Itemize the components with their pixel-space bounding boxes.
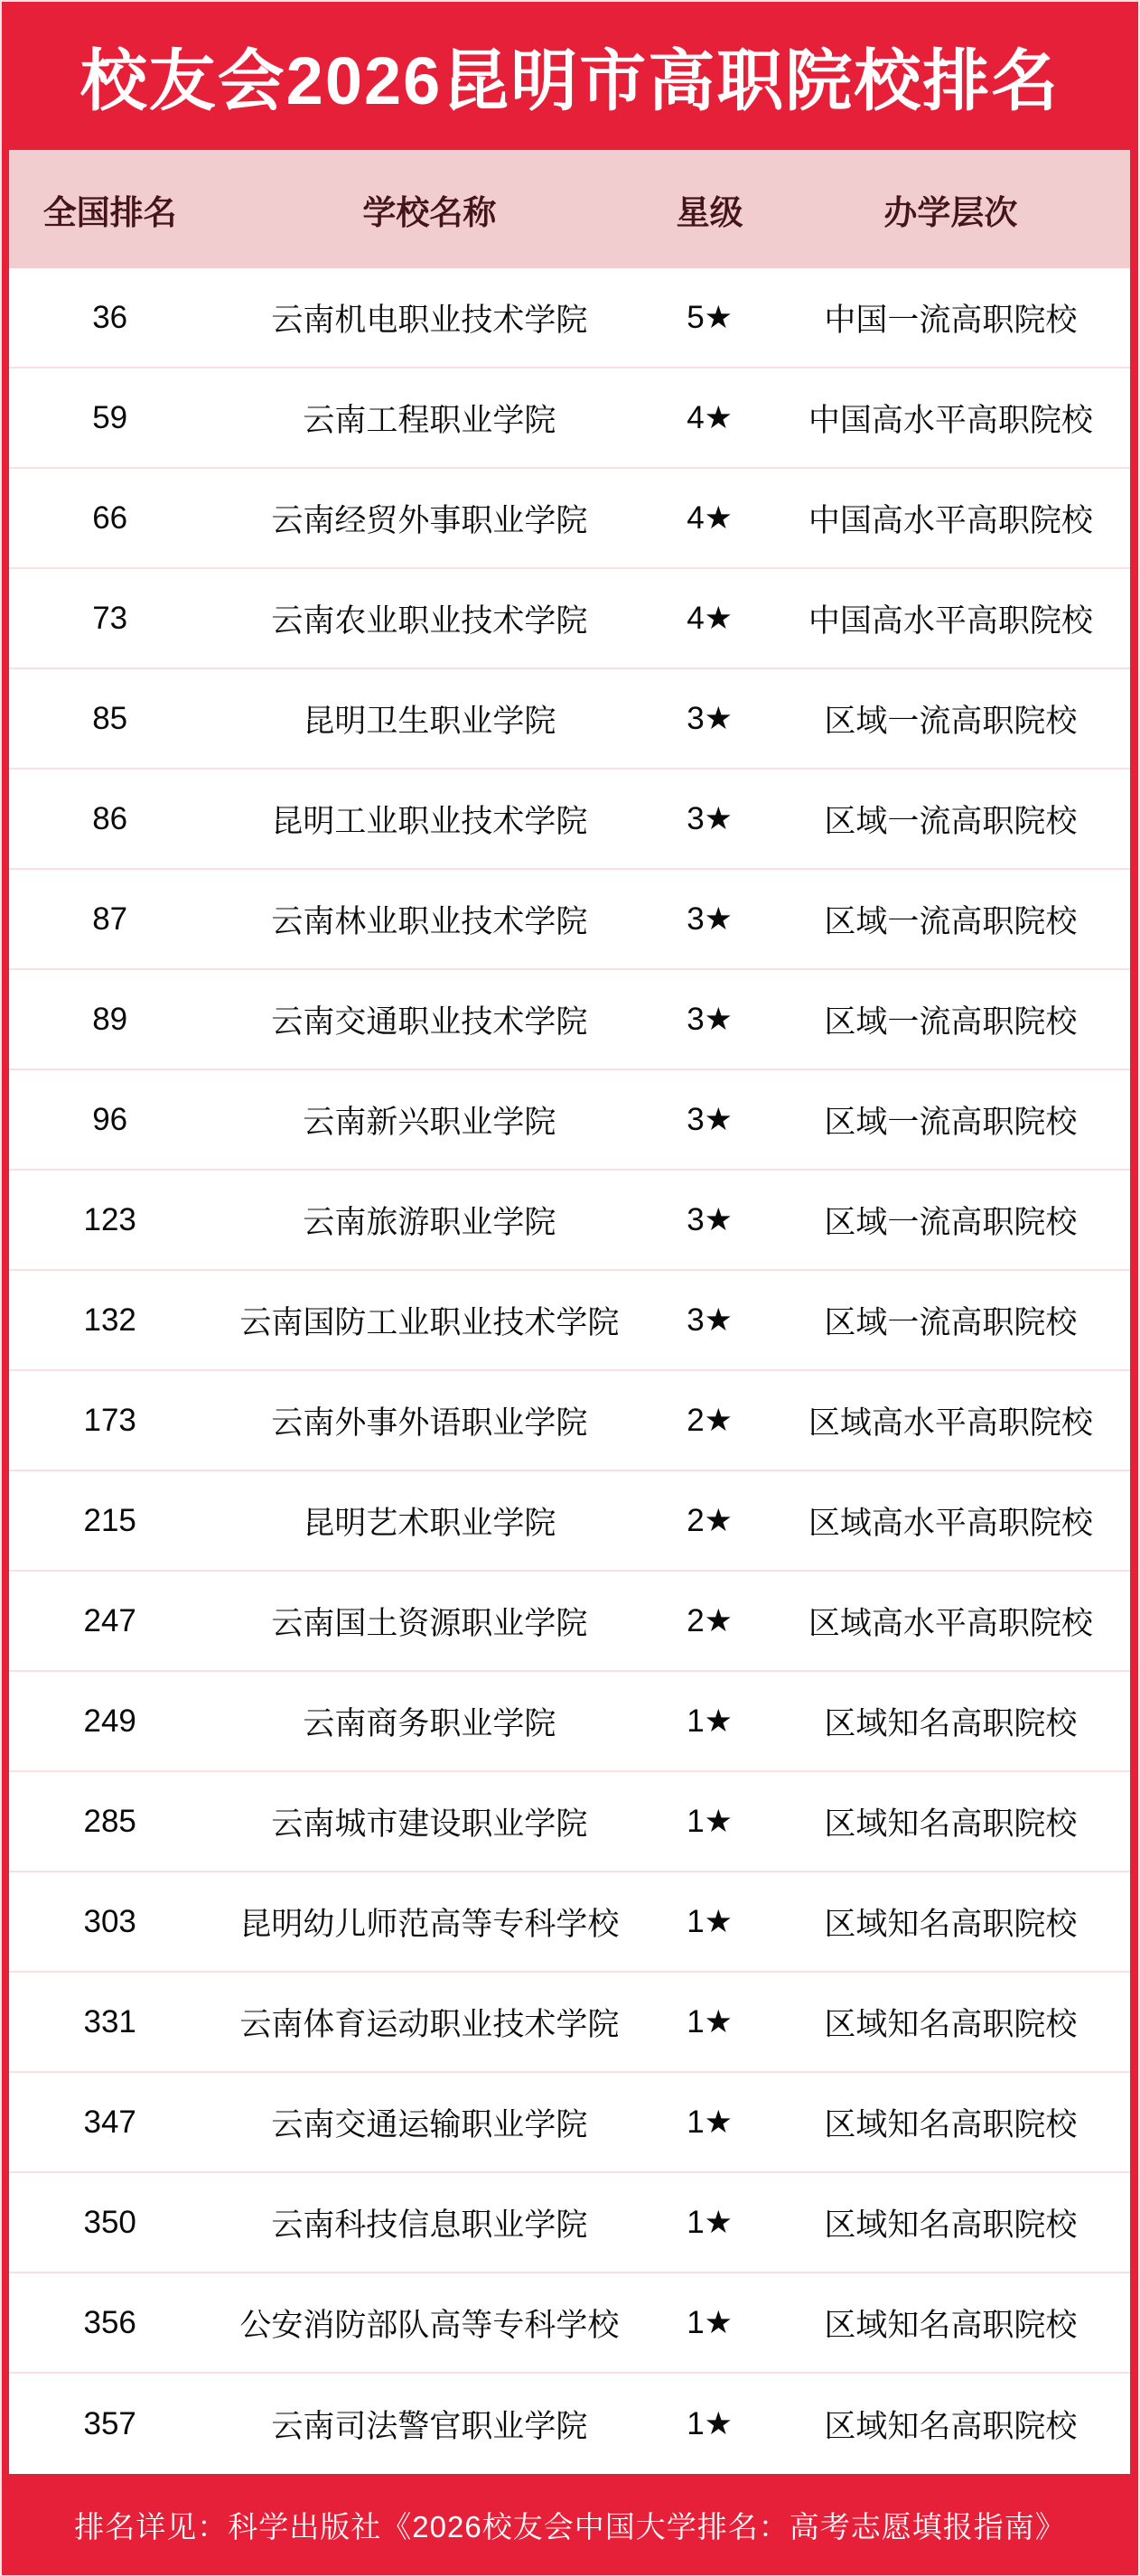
cell-level: 中国高水平高职院校 bbox=[808, 502, 1093, 538]
cell-name: 云南机电职业技术学院 bbox=[271, 302, 588, 338]
cell-star: 2★ bbox=[687, 1502, 734, 1538]
cell-rank: 356 bbox=[83, 2304, 136, 2340]
title-banner bbox=[2, 2, 1138, 150]
cell-rank: 132 bbox=[83, 1302, 136, 1338]
table-row bbox=[9, 1973, 1130, 2073]
cell-name: 云南农业职业技术学院 bbox=[271, 602, 588, 639]
cell-rank: 347 bbox=[83, 2104, 136, 2140]
cell-level: 区域一流高职院校 bbox=[824, 903, 1078, 939]
table-row bbox=[9, 1872, 1130, 1973]
cell-rank: 350 bbox=[83, 2204, 136, 2240]
cell-rank: 357 bbox=[83, 2405, 136, 2441]
cell-level: 区域一流高职院校 bbox=[824, 1104, 1078, 1140]
cell-star: 3★ bbox=[687, 1001, 734, 1037]
cell-star: 1★ bbox=[687, 2405, 734, 2441]
footer-note: 排名详见：科学出版社《2026校友会中国大学排名：高考志愿填报指南》 bbox=[74, 2509, 1066, 2543]
cell-star: 1★ bbox=[687, 1703, 734, 1739]
table-row bbox=[9, 2273, 1130, 2374]
cell-star: 2★ bbox=[687, 1402, 734, 1438]
cell-rank: 123 bbox=[83, 1201, 136, 1237]
cell-name: 云南城市建设职业学院 bbox=[271, 1806, 588, 1842]
cell-level: 区域知名高职院校 bbox=[824, 2006, 1078, 2042]
cell-rank: 85 bbox=[92, 700, 128, 736]
table-row bbox=[9, 1772, 1130, 1872]
cell-star: 1★ bbox=[687, 1903, 734, 1939]
header-cell-rank: 全国排名 bbox=[42, 193, 177, 231]
cell-star: 4★ bbox=[687, 600, 734, 636]
cell-rank: 247 bbox=[83, 1602, 136, 1638]
cell-level: 区域一流高职院校 bbox=[824, 1003, 1078, 1040]
table-row bbox=[9, 2374, 1130, 2474]
cell-rank: 86 bbox=[92, 800, 128, 836]
cell-name: 昆明工业职业技术学院 bbox=[271, 803, 588, 839]
cell-rank: 89 bbox=[92, 1001, 128, 1037]
cell-level: 区域知名高职院校 bbox=[824, 2408, 1078, 2444]
cell-name: 昆明幼儿师范高等专科学校 bbox=[239, 1906, 620, 1942]
cell-name: 云南体育运动职业技术学院 bbox=[239, 2006, 620, 2042]
cell-level: 区域一流高职院校 bbox=[824, 703, 1078, 739]
table-row bbox=[9, 669, 1130, 770]
cell-level: 区域知名高职院校 bbox=[824, 1806, 1078, 1842]
cell-star: 3★ bbox=[687, 1101, 734, 1137]
cell-level: 区域知名高职院校 bbox=[824, 1906, 1078, 1942]
cell-name: 云南科技信息职业学院 bbox=[271, 2207, 588, 2243]
cell-level: 中国一流高职院校 bbox=[824, 302, 1078, 338]
cell-name: 公安消防部队高等专科学校 bbox=[239, 2307, 620, 2343]
table-row bbox=[9, 770, 1130, 870]
table-row bbox=[9, 2073, 1130, 2173]
cell-star: 3★ bbox=[687, 800, 734, 836]
footer-banner bbox=[2, 2474, 1138, 2575]
cell-rank: 331 bbox=[83, 2003, 136, 2039]
cell-level: 区域知名高职院校 bbox=[824, 2307, 1078, 2343]
table-header bbox=[9, 150, 1130, 268]
cell-rank: 215 bbox=[83, 1502, 136, 1538]
cell-level: 区域高水平高职院校 bbox=[808, 1505, 1093, 1541]
table-row bbox=[9, 970, 1130, 1070]
cell-star: 1★ bbox=[687, 2304, 734, 2340]
cell-star: 4★ bbox=[687, 399, 734, 435]
cell-level: 区域知名高职院校 bbox=[824, 2106, 1078, 2142]
cell-rank: 249 bbox=[83, 1703, 136, 1739]
cell-rank: 87 bbox=[92, 901, 128, 937]
cell-level: 区域一流高职院校 bbox=[824, 1204, 1078, 1240]
header-cell-star: 星级 bbox=[676, 193, 743, 231]
cell-level: 区域知名高职院校 bbox=[824, 1705, 1078, 1741]
table-row bbox=[9, 2173, 1130, 2273]
cell-star: 1★ bbox=[687, 2003, 734, 2039]
page-title: 校友会2026昆明市高职院校排名 bbox=[79, 43, 1061, 118]
cell-star: 4★ bbox=[687, 499, 734, 536]
cell-star: 3★ bbox=[687, 1302, 734, 1338]
cell-level: 区域知名高职院校 bbox=[824, 2207, 1078, 2243]
cell-rank: 303 bbox=[83, 1903, 136, 1939]
cell-level: 中国高水平高职院校 bbox=[808, 602, 1093, 639]
cell-name: 云南交通职业技术学院 bbox=[271, 1003, 588, 1040]
cell-rank: 59 bbox=[92, 399, 128, 435]
table-row bbox=[9, 569, 1130, 669]
table-row bbox=[9, 268, 1130, 369]
cell-level: 中国高水平高职院校 bbox=[808, 402, 1093, 438]
cell-rank: 36 bbox=[92, 299, 128, 335]
header-cell-name: 学校名称 bbox=[362, 193, 497, 231]
cell-level: 区域一流高职院校 bbox=[824, 803, 1078, 839]
table-row bbox=[9, 1471, 1130, 1572]
table-row bbox=[9, 469, 1130, 569]
table-row bbox=[9, 1572, 1130, 1672]
table-row bbox=[9, 1271, 1130, 1371]
cell-name: 云南林业职业技术学院 bbox=[271, 903, 588, 939]
cell-name: 云南交通运输职业学院 bbox=[271, 2106, 588, 2142]
cell-star: 1★ bbox=[687, 2204, 734, 2240]
cell-name: 云南商务职业学院 bbox=[303, 1705, 556, 1741]
cell-level: 区域一流高职院校 bbox=[824, 1304, 1078, 1340]
cell-star: 3★ bbox=[687, 700, 734, 736]
cell-name: 云南国防工业职业技术学院 bbox=[239, 1304, 620, 1340]
cell-name: 云南工程职业学院 bbox=[303, 402, 556, 438]
ranking-table bbox=[2, 150, 1138, 2474]
cell-star: 2★ bbox=[687, 1602, 734, 1638]
table-row bbox=[9, 1171, 1130, 1271]
cell-name: 云南国土资源职业学院 bbox=[271, 1605, 588, 1641]
cell-rank: 96 bbox=[92, 1101, 128, 1137]
cell-star: 3★ bbox=[687, 1201, 734, 1237]
cell-star: 1★ bbox=[687, 2104, 734, 2140]
cell-star: 1★ bbox=[687, 1803, 734, 1839]
cell-name: 云南外事外语职业学院 bbox=[271, 1405, 588, 1441]
header-cell-level: 办学层次 bbox=[883, 193, 1018, 231]
table-row bbox=[9, 1672, 1130, 1772]
cell-star: 5★ bbox=[687, 299, 734, 335]
cell-rank: 173 bbox=[83, 1402, 136, 1438]
cell-name: 云南新兴职业学院 bbox=[303, 1104, 556, 1140]
cell-name: 昆明卫生职业学院 bbox=[303, 703, 556, 739]
cell-level: 区域高水平高职院校 bbox=[808, 1605, 1093, 1641]
table-row bbox=[9, 1371, 1130, 1471]
table-body bbox=[9, 268, 1130, 2474]
cell-rank: 285 bbox=[83, 1803, 136, 1839]
cell-name: 云南司法警官职业学院 bbox=[271, 2408, 588, 2444]
table-row bbox=[9, 1070, 1130, 1171]
table-row bbox=[9, 870, 1130, 970]
cell-star: 3★ bbox=[687, 901, 734, 937]
cell-rank: 66 bbox=[92, 499, 128, 536]
cell-level: 区域高水平高职院校 bbox=[808, 1405, 1093, 1441]
cell-name: 云南旅游职业学院 bbox=[303, 1204, 556, 1240]
cell-name: 云南经贸外事职业学院 bbox=[271, 502, 588, 538]
cell-name: 昆明艺术职业学院 bbox=[303, 1505, 556, 1541]
table-row bbox=[9, 369, 1130, 469]
cell-rank: 73 bbox=[92, 600, 128, 636]
